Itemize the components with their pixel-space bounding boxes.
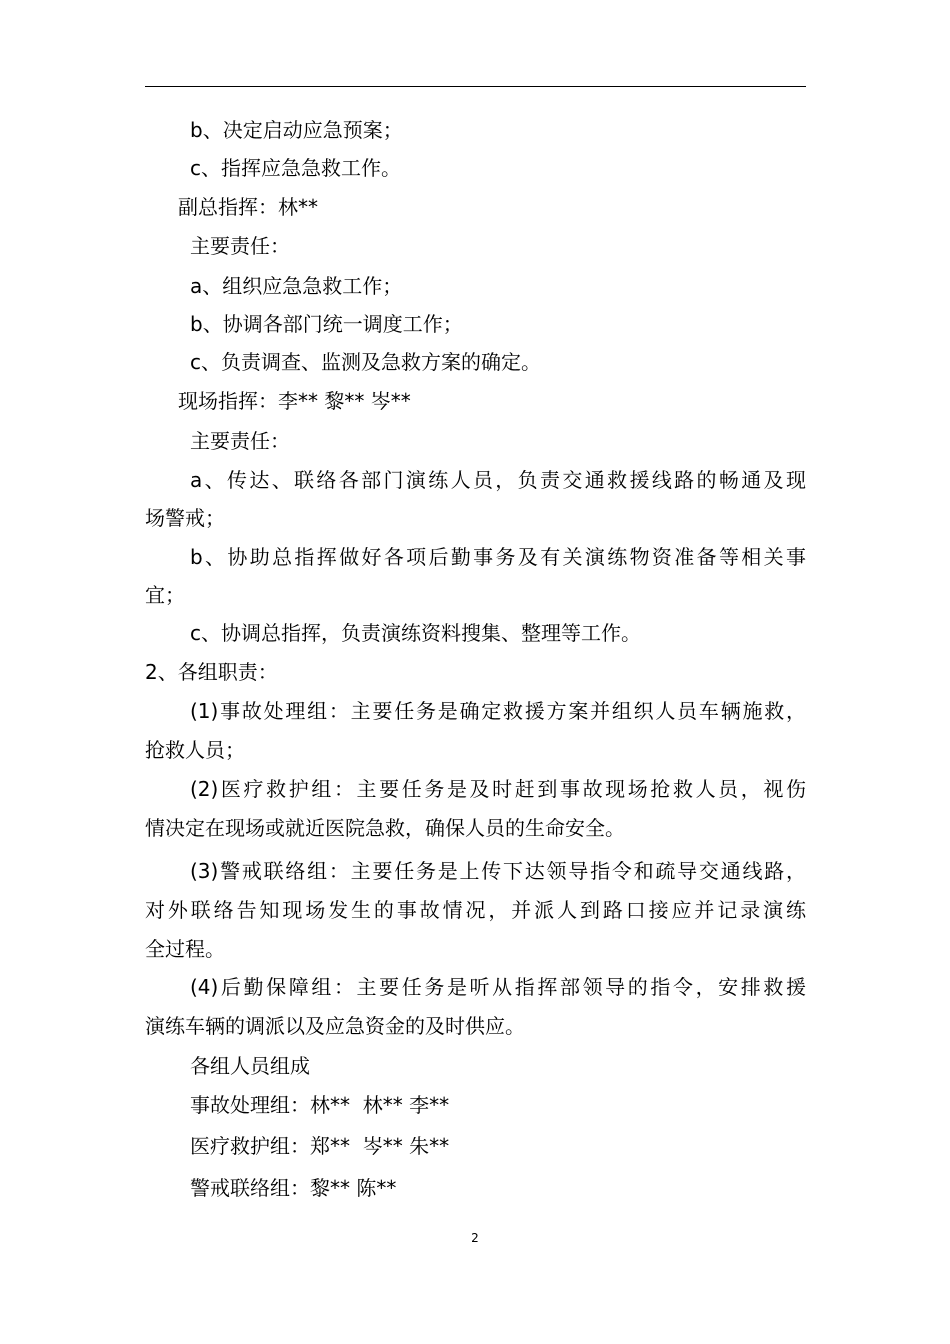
text-line: a、传达、联络各部门演练人员，负责交通救援线路的畅通及现 — [190, 468, 806, 492]
text-line: (3)警戒联络组：主要任务是上传下达领导指令和疏导交通线路， — [190, 859, 806, 883]
text-line: (4)后勤保障组：主要任务是听从指挥部领导的指令，安排救援 — [190, 975, 806, 999]
text-line: 医疗救护组：郑** 岑** 朱** — [190, 1134, 450, 1158]
text-line: 抢救人员； — [145, 738, 245, 762]
text-line: c、负责调查、监测及急救方案的确定。 — [190, 350, 541, 374]
text-line: c、协调总指挥，负责演练资料搜集、整理等工作。 — [190, 621, 641, 645]
text-line: 主要责任： — [190, 429, 290, 453]
text-line: c、指挥应急急救工作。 — [190, 156, 401, 180]
header-rule — [145, 86, 806, 87]
text-line: 情决定在现场或就近医院急救，确保人员的生命安全。 — [145, 816, 625, 840]
text-line: 现场指挥：李** 黎** 岑** — [178, 389, 411, 413]
text-line: b、决定启动应急预案； — [190, 118, 403, 142]
text-line: 主要责任： — [190, 234, 290, 258]
text-line: 全过程。 — [145, 937, 225, 961]
text-line: a、组织应急急救工作； — [190, 274, 403, 298]
text-line: 场警戒； — [145, 506, 225, 530]
text-line: (2)医疗救护组：主要任务是及时赶到事故现场抢救人员，视伤 — [190, 777, 806, 801]
text-line: 副总指挥：林** — [178, 195, 318, 219]
page-number: 2 — [471, 1231, 479, 1245]
text-line: 事故处理组：林** 林** 李** — [190, 1093, 450, 1117]
text-line: b、协调各部门统一调度工作； — [190, 312, 463, 336]
text-line: 各组人员组成 — [190, 1054, 310, 1078]
text-line: 宜； — [145, 583, 185, 607]
text-line: b、协助总指挥做好各项后勤事务及有关演练物资准备等相关事 — [190, 545, 806, 569]
text-line: 警戒联络组：黎** 陈** — [190, 1176, 397, 1200]
section-heading: 2、各组职责： — [145, 660, 278, 684]
text-line: 对外联络告知现场发生的事故情况，并派人到路口接应并记录演练 — [145, 898, 806, 922]
text-line: 演练车辆的调派以及应急资金的及时供应。 — [145, 1014, 525, 1038]
text-line: (1)事故处理组：主要任务是确定救援方案并组织人员车辆施救， — [190, 699, 806, 723]
